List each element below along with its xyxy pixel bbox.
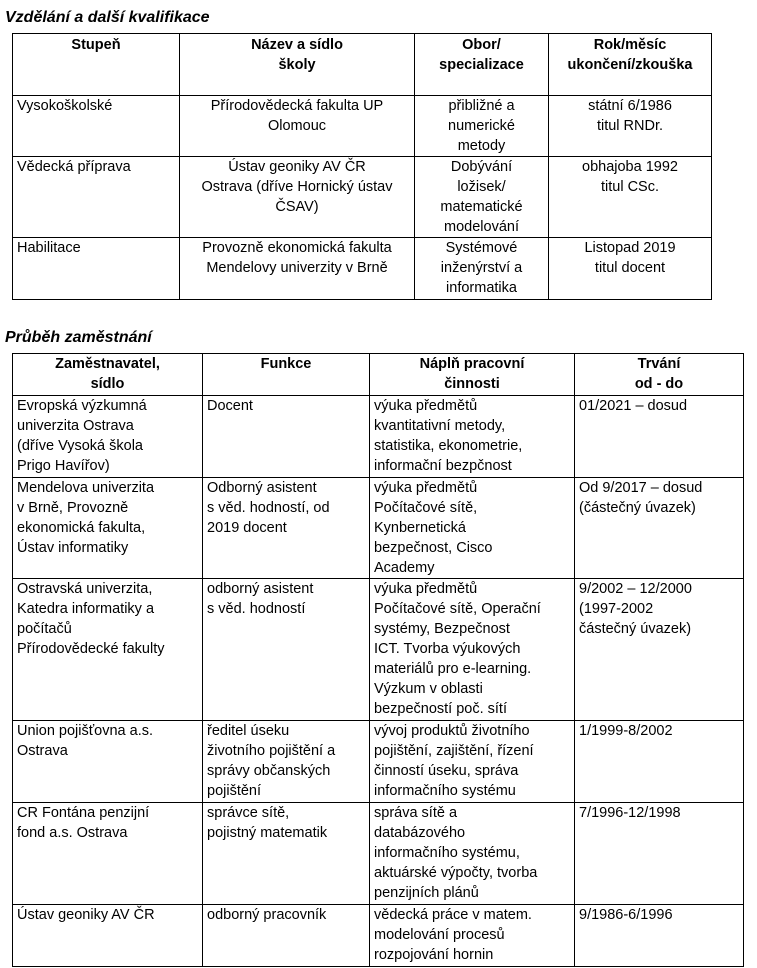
employment-header-position: Funkce <box>203 354 370 396</box>
employment-position-cell: správce sítě, pojistný matematik <box>203 803 370 905</box>
education-school-cell: Ústav geoniky AV ČR Ostrava (dříve Hornický ústav ČSAV) <box>180 157 415 238</box>
education-level-cell: Vysokoškolské <box>13 96 180 157</box>
employment-duties-cell: vědecká práce v matem. modelování procesů rozpojování hornin <box>370 905 575 967</box>
education-school-cell: Provozně ekonomická fakulta Mendelovy univerzity v Brně <box>180 238 415 300</box>
employment-duties-cell: výuka předmětů Počítačové sítě, Kynbernetická bezpečnost, Cisco Academy <box>370 478 575 579</box>
education-field-cell: Systémové inženýrství a informatika <box>415 238 549 300</box>
employment-duties-cell: správa sítě a databázového informačního systému, aktuárské výpočty, tvorba penzijních plánů <box>370 803 575 905</box>
education-header-field: Obor/ specializace <box>415 34 549 96</box>
employment-section-title: Průběh zaměstnání <box>5 329 152 346</box>
employment-position-cell: Odborný asistent s věd. hodností, od 2019 docent <box>203 478 370 579</box>
employment-position-cell: ředitel úseku životního pojištění a správy občanských pojištění <box>203 721 370 803</box>
education-row <box>13 238 712 300</box>
employment-row <box>13 579 744 721</box>
employment-row <box>13 803 744 905</box>
employment-duties-cell: výuka předmětů kvantitativní metody, statistika, ekonometrie, informační bezpčnost <box>370 396 575 478</box>
employment-duties-cell: vývoj produktů životního pojištění, zajištění, řízení činností úseku, správa informačního systému <box>370 721 575 803</box>
education-header-school: Název a sídlo školy <box>180 34 415 96</box>
employment-duration-cell: 7/1996-12/1998 <box>575 803 744 905</box>
employment-duration-cell: 1/1999-8/2002 <box>575 721 744 803</box>
employment-table <box>12 353 744 967</box>
employment-duration-cell: Od 9/2017 – dosud (částečný úvazek) <box>575 478 744 579</box>
education-completion-cell: obhajoba 1992 titul CSc. <box>549 157 712 238</box>
employment-row <box>13 396 744 478</box>
employment-row <box>13 721 744 803</box>
employment-duration-cell: 9/2002 – 12/2000 (1997-2002 částečný úvazek) <box>575 579 744 721</box>
employment-employer-cell: Ústav geoniky AV ČR <box>13 905 203 967</box>
employment-position-cell: Docent <box>203 396 370 478</box>
education-header-row <box>13 34 712 96</box>
education-level-cell: Vědecká příprava <box>13 157 180 238</box>
employment-employer-cell: CR Fontána penzijní fond a.s. Ostrava <box>13 803 203 905</box>
employment-header-duration: Trvání od - do <box>575 354 744 396</box>
education-header-level: Stupeň <box>13 34 180 96</box>
employment-header-employer: Zaměstnavatel, sídlo <box>13 354 203 396</box>
employment-duration-cell: 01/2021 – dosud <box>575 396 744 478</box>
employment-header-duties: Náplň pracovní činnosti <box>370 354 575 396</box>
employment-position-cell: odborný pracovník <box>203 905 370 967</box>
education-table <box>12 33 712 300</box>
education-field-cell: přibližné a numerické metody <box>415 96 549 157</box>
employment-position-cell: odborný asistent s věd. hodností <box>203 579 370 721</box>
employment-employer-cell: Ostravská univerzita, Katedra informatiky a počítačů Přírodovědecké fakulty <box>13 579 203 721</box>
education-section-title: Vzdělání a další kvalifikace <box>5 9 210 26</box>
education-field-cell: Dobývání ložisek/ matematické modelování <box>415 157 549 238</box>
employment-row <box>13 478 744 579</box>
education-completion-cell: státní 6/1986 titul RNDr. <box>549 96 712 157</box>
education-completion-cell: Listopad 2019 titul docent <box>549 238 712 300</box>
employment-employer-cell: Union pojišťovna a.s. Ostrava <box>13 721 203 803</box>
education-header-completion: Rok/měsíc ukončení/zkouška <box>549 34 712 96</box>
employment-duration-cell: 9/1986-6/1996 <box>575 905 744 967</box>
employment-employer-cell: Evropská výzkumná univerzita Ostrava (dříve Vysoká škola Prigo Havířov) <box>13 396 203 478</box>
education-school-cell: Přírodovědecká fakulta UP Olomouc <box>180 96 415 157</box>
education-row <box>13 157 712 238</box>
employment-header-row <box>13 354 744 396</box>
employment-employer-cell: Mendelova univerzita v Brně, Provozně ekonomická fakulta, Ústav informatiky <box>13 478 203 579</box>
employment-row <box>13 905 744 967</box>
education-level-cell: Habilitace <box>13 238 180 300</box>
education-row <box>13 96 712 157</box>
employment-duties-cell: výuka předmětů Počítačové sítě, Operační systémy, Bezpečnost ICT. Tvorba výukových materiálů pro e-learning. Výzkum v oblasti bezpečností poč. sítí <box>370 579 575 721</box>
